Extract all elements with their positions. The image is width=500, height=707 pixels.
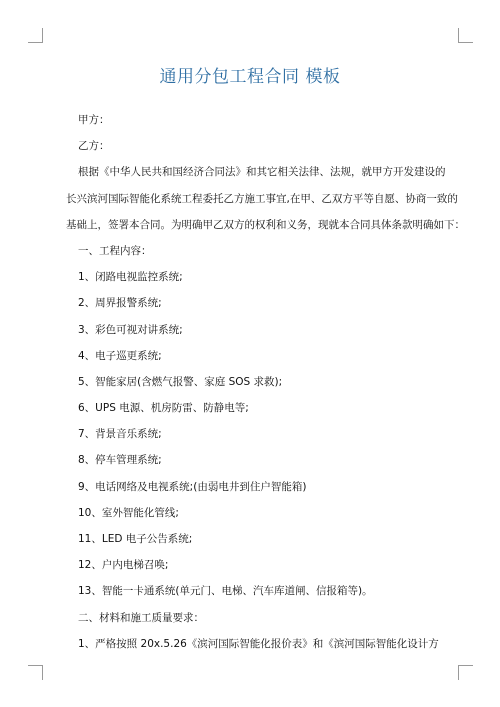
document-title: 通用分包工程合同 模板	[159, 67, 341, 87]
list-item: 5、智能家居(含燃气报警、家庭 SOS 求救);	[78, 375, 283, 388]
list-item: 1、闭路电视监控系统;	[78, 271, 183, 284]
party-b-line: 乙方：	[78, 140, 110, 153]
list-item: 3、彩色可视对讲系统;	[78, 323, 183, 336]
list-item: 4、电子巡更系统;	[78, 349, 162, 362]
list-item: 8、停车管理系统;	[78, 454, 162, 467]
section-heading-2: 二、材料和施工质量要求：	[78, 611, 204, 624]
list-item: 6、UPS 电源、机房防雷、防静电等;	[78, 402, 249, 415]
list-item: 13、智能一卡通系统(单元门、电梯、汽车库道闸、信报箱等)。	[78, 585, 373, 598]
list-item: 11、LED 电子公告系统;	[78, 533, 193, 545]
crop-mark-top-left	[28, 28, 43, 43]
crop-mark-bottom-right	[458, 665, 473, 680]
list-item: 7、背景音乐系统;	[78, 428, 162, 441]
section-heading-1: 一、工程内容：	[78, 244, 152, 257]
list-item: 10、室外智能化管线;	[78, 506, 179, 519]
list-item: 2、周界报警系统;	[78, 297, 162, 310]
preamble-line-1: 根据《中华人民共和国经济合同法》和其它相关法律、法规，就甲方开发建设的	[78, 166, 446, 179]
party-a-line: 甲方：	[78, 114, 110, 126]
list-item: 1、严格按照 20x.5.26《滨河国际智能化报价表》和《滨河国际智能化设计方	[78, 637, 439, 650]
crop-mark-bottom-left	[28, 665, 43, 680]
preamble-line-3: 基础上，签署本合同。为明确甲乙双方的权利和义务，现就本合同具体条款明确如下：	[66, 218, 465, 231]
list-item: 12、户内电梯召唤;	[78, 559, 169, 572]
list-item: 9、电话网络及电视系统;(由弱电井到住户智能箱)	[78, 480, 307, 493]
crop-mark-top-right	[458, 28, 473, 43]
document-body	[66, 112, 465, 662]
preamble-line-2: 长兴滨河国际智能化系统工程委托乙方施工事宜,在甲、乙双方平等自愿、协商一致的	[66, 192, 458, 205]
